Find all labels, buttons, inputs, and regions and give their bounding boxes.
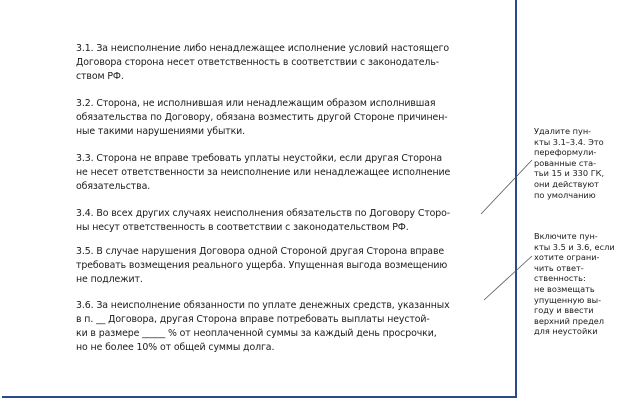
clause-3-2: 3.2. Сторона, не исполнившая или ненадлежащим образом исполнившая обязательства по Договору, обязана возместить другой Стороне причинен- ные такими нарушениями убытки. bbox=[76, 98, 448, 137]
clause-3-3: 3.3. Сторона не вправе требовать уплаты неустойки, если другая Сторона не несет ответственности за неисполнение или ненадлежащее исполнение обязательства. bbox=[76, 153, 451, 192]
margin-note-include: Включите пун- кты 3.5 и 3.6, если хотите ограни- чить ответ- ственность: не возмещать упущенную вы- году и ввести верхний предел для неустойки bbox=[534, 231, 615, 337]
clause-3-6: 3.6. За неисполнение обязанности по уплате денежных средств, указанных в п. __ Договора, другая Сторона вправе потребовать выплаты неустой- ки в размере _____ % от неоплаченной суммы за каждый день просрочки, но не более 10% от общей суммы долга. bbox=[76, 300, 450, 353]
margin-note-delete: Удалите пун- кты 3.1–3.4. Это переформули- рованные ста- тьи 15 и 330 ГК, они действуют по умолчанию bbox=[534, 126, 605, 200]
clause-3-4: 3.4. Во всех других случаях неисполнения обязательств по Договору Сторо- ны несут ответственность в соответствии с законодательством РФ. bbox=[76, 208, 451, 233]
clause-3-1: 3.1. За неисполнение либо ненадлежащее исполнение условий настоящего Договора сторона несет ответственность в соответствии с законодатель- ством РФ. bbox=[76, 43, 450, 82]
leader-line-1 bbox=[481, 160, 532, 214]
clause-3-5: 3.5. В случае нарушения Договора одной Стороной другая Сторона вправе требовать возмещения реального ущерба. Упущенная выгода возмещению не подлежит. bbox=[76, 246, 448, 285]
leader-line-2 bbox=[484, 256, 532, 300]
